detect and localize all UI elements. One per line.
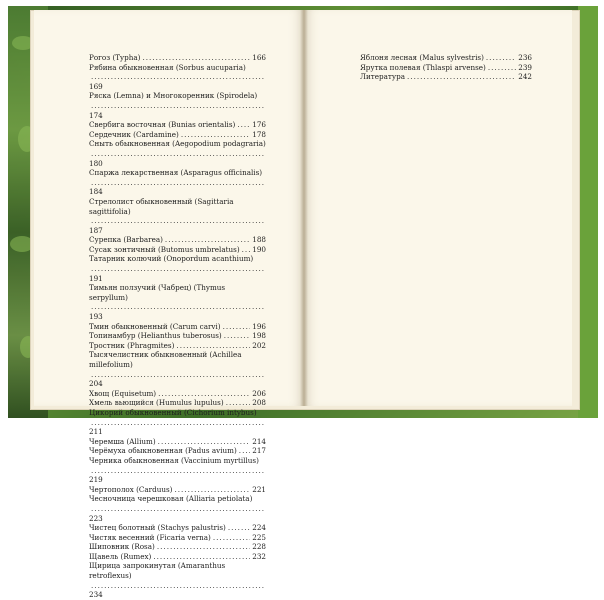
toc-entry[interactable] <box>89 552 266 562</box>
toc-dot-leader <box>174 485 250 495</box>
toc-entry-page: 228 <box>252 542 266 552</box>
toc-entry-page: 236 <box>518 53 532 62</box>
toc-entry-title: Щирица запрокинутая (Amaranthus retroflexus) <box>89 561 226 581</box>
toc-entry[interactable] <box>89 120 266 130</box>
toc-entry-title: Черника обыкновенная (Vaccinium myrtillus) <box>89 455 259 465</box>
toc-dot-leader <box>91 216 264 226</box>
toc-dot-leader <box>91 302 264 312</box>
toc-entry[interactable] <box>89 485 266 495</box>
toc-entry-page: 219 <box>89 475 103 485</box>
toc-dot-leader <box>224 331 251 341</box>
toc-entry[interactable] <box>89 494 266 523</box>
toc-entry-page: 234 <box>89 590 103 600</box>
toc-entry[interactable] <box>89 197 266 235</box>
book-gutter <box>300 10 308 406</box>
toc-entry[interactable] <box>89 254 266 283</box>
toc-entry-page: 187 <box>89 225 103 235</box>
toc-entry[interactable] <box>89 533 266 543</box>
toc-dot-leader <box>176 341 250 351</box>
toc-entry-page: 176 <box>252 120 266 130</box>
toc-entry-title: Тимьян ползучий (Чабрец) (Thymus serpyllum) <box>89 283 226 302</box>
toc-entry-page: 242 <box>518 72 532 82</box>
toc-entry-title: Тростник (Phragmites) <box>89 340 175 350</box>
toc-entry-title: Чистяк весенний (Ficaria verna) <box>89 532 211 542</box>
toc-entry[interactable] <box>89 398 266 408</box>
toc-entry[interactable] <box>89 523 266 533</box>
toc-entry-title: Хмель вьющийся (Humulus lupulus) <box>89 398 224 408</box>
toc-dot-leader <box>237 120 250 130</box>
toc-dot-leader <box>91 418 264 428</box>
toc-dot-leader <box>213 533 250 543</box>
toc-entry-title: Чистец болотный (Stachys palustris) <box>89 523 226 533</box>
toc-entry-page: 214 <box>252 436 266 446</box>
toc-entry-title: Чертополох (Carduus) <box>89 484 173 494</box>
toc-entry-title: Шиповник (Rosa) <box>89 542 155 552</box>
toc-entry-title: Сердечник (Cardamine) <box>89 129 179 139</box>
toc-entry-page: 204 <box>89 379 103 389</box>
toc-dot-leader <box>158 389 250 399</box>
toc-entry[interactable] <box>89 322 266 332</box>
toc-dot-leader <box>158 437 251 447</box>
toc-entry-page: 180 <box>89 158 103 168</box>
toc-entry-title: Ряска (Lemna) и Многокоренник (Spirodela) <box>89 91 258 101</box>
toc-dot-leader <box>91 504 264 514</box>
toc-entry[interactable] <box>360 63 532 73</box>
toc-entry-page: 174 <box>89 110 103 120</box>
toc-entry[interactable] <box>89 331 266 341</box>
cover-foliage-right <box>578 6 598 418</box>
toc-dot-leader <box>91 581 264 591</box>
toc-entry-page: 169 <box>89 81 103 91</box>
toc-entry-title: Черёмуха обыкновенная (Padus avium) <box>89 446 237 456</box>
toc-entry-page: 188 <box>252 235 266 245</box>
toc-entry-page: 193 <box>89 312 103 322</box>
toc-entry[interactable] <box>89 63 266 92</box>
toc-entry-title: Сныть обыкновенная (Aegopodium podagraria) <box>89 139 266 149</box>
toc-entry[interactable] <box>360 72 532 82</box>
toc-entry[interactable] <box>89 53 266 63</box>
toc-entry-title: Татарник колючий (Onopordum acanthium) <box>89 254 254 264</box>
toc-entry[interactable] <box>89 245 266 255</box>
toc-dot-leader <box>91 72 264 82</box>
toc-entry-page: 225 <box>252 532 266 542</box>
toc-dot-leader <box>142 53 250 63</box>
toc-dot-leader <box>91 149 264 159</box>
toc-entry-page: 211 <box>89 427 103 437</box>
toc-entry-page: 196 <box>252 321 266 331</box>
toc-entry[interactable] <box>89 130 266 140</box>
toc-entry-title: Свербига восточная (Bunias orientalis) <box>89 120 236 130</box>
toc-entry-page: 217 <box>252 446 266 456</box>
toc-dot-leader <box>91 101 264 111</box>
toc-entry[interactable] <box>360 53 532 63</box>
toc-dot-leader <box>157 542 250 552</box>
toc-dot-leader <box>91 370 264 380</box>
toc-entry-page: 178 <box>252 129 266 139</box>
toc-entry-page: 191 <box>89 273 103 283</box>
toc-entry[interactable] <box>89 456 266 485</box>
toc-entry[interactable] <box>89 542 266 552</box>
toc-entry-page: 224 <box>252 523 266 533</box>
toc-entry-title: Литература <box>360 72 405 82</box>
toc-entry-title: Тмин обыкновенный (Carum carvi) <box>89 321 221 331</box>
toc-entry[interactable] <box>89 235 266 245</box>
toc-entry-title: Ярутка полевая (Thlaspi arvense) <box>360 62 486 72</box>
toc-entry-title: Сурепка (Barbarea) <box>89 235 163 245</box>
toc-entry[interactable] <box>89 350 266 388</box>
toc-entry-title: Щавель (Rumex) <box>89 551 152 561</box>
toc-entry[interactable] <box>89 139 266 168</box>
toc-dot-leader <box>91 178 264 188</box>
toc-entry-page: 221 <box>252 484 266 494</box>
toc-entry-page: 202 <box>252 340 266 350</box>
toc-entry-page: 206 <box>252 388 266 398</box>
toc-dot-leader <box>486 53 516 63</box>
toc-entry-title: Цикорий обыкновенный (Cichorium intybus) <box>89 407 257 417</box>
toc-dot-leader <box>153 552 250 562</box>
toc-entry-title: Топинамбур (Helianthus tuberosus) <box>89 331 222 341</box>
toc-entry-page: 166 <box>252 53 266 62</box>
toc-entry-title: Сусак зонтичный (Butomus umbrelatus) <box>89 244 240 254</box>
toc-dot-leader <box>165 235 250 245</box>
toc-entry-title: Хвощ (Equisetum) <box>89 388 157 398</box>
toc-dot-leader <box>407 72 516 82</box>
toc-entry-title: Яблоня лесная (Malus sylvestris) <box>360 53 484 62</box>
toc-entry[interactable] <box>89 446 266 456</box>
toc-entry-title: Стрелолист обыкновенный (Sagittaria sagittifolia) <box>89 196 234 216</box>
toc-dot-leader <box>228 523 250 533</box>
toc-entry-page: 232 <box>252 551 266 561</box>
toc-dot-leader <box>239 446 251 456</box>
toc-entry[interactable] <box>89 389 266 399</box>
toc-entry[interactable] <box>89 437 266 447</box>
toc-dot-leader <box>91 264 264 274</box>
toc-entry-title: Спаржа лекарственная (Asparagus officinalis) <box>89 168 263 178</box>
toc-dot-leader <box>226 398 251 408</box>
toc-dot-leader <box>223 322 251 332</box>
toc-entry[interactable] <box>89 561 266 599</box>
toc-entry-title: Чесночница черешковая (Alliaria petiolata) <box>89 494 253 504</box>
toc-entry[interactable] <box>89 283 266 321</box>
toc-entry-title: Рогоз (Typha) <box>89 53 141 62</box>
toc-entry[interactable] <box>89 168 266 197</box>
toc-dot-leader <box>242 245 251 255</box>
toc-entry-page: 239 <box>518 62 532 72</box>
toc-entry-page: 223 <box>89 513 103 523</box>
toc-left-column <box>89 53 266 600</box>
toc-entry[interactable] <box>89 408 266 437</box>
toc-entry-title: Тысячелистник обыкновенный (Achillea millefolium) <box>89 350 242 369</box>
toc-right-column <box>360 53 532 82</box>
toc-entry[interactable] <box>89 341 266 351</box>
toc-dot-leader <box>181 130 250 140</box>
toc-entry-page: 198 <box>252 331 266 341</box>
toc-entry-page: 208 <box>252 398 266 408</box>
toc-entry-title: Рябина обыкновенная (Sorbus aucuparia) <box>89 62 246 72</box>
toc-entry-page: 190 <box>252 244 266 254</box>
toc-entry-page: 184 <box>89 187 103 197</box>
toc-dot-leader <box>488 63 516 73</box>
toc-entry-title: Черемша (Allium) <box>89 436 156 446</box>
toc-dot-leader <box>91 466 264 476</box>
toc-entry[interactable] <box>89 91 266 120</box>
